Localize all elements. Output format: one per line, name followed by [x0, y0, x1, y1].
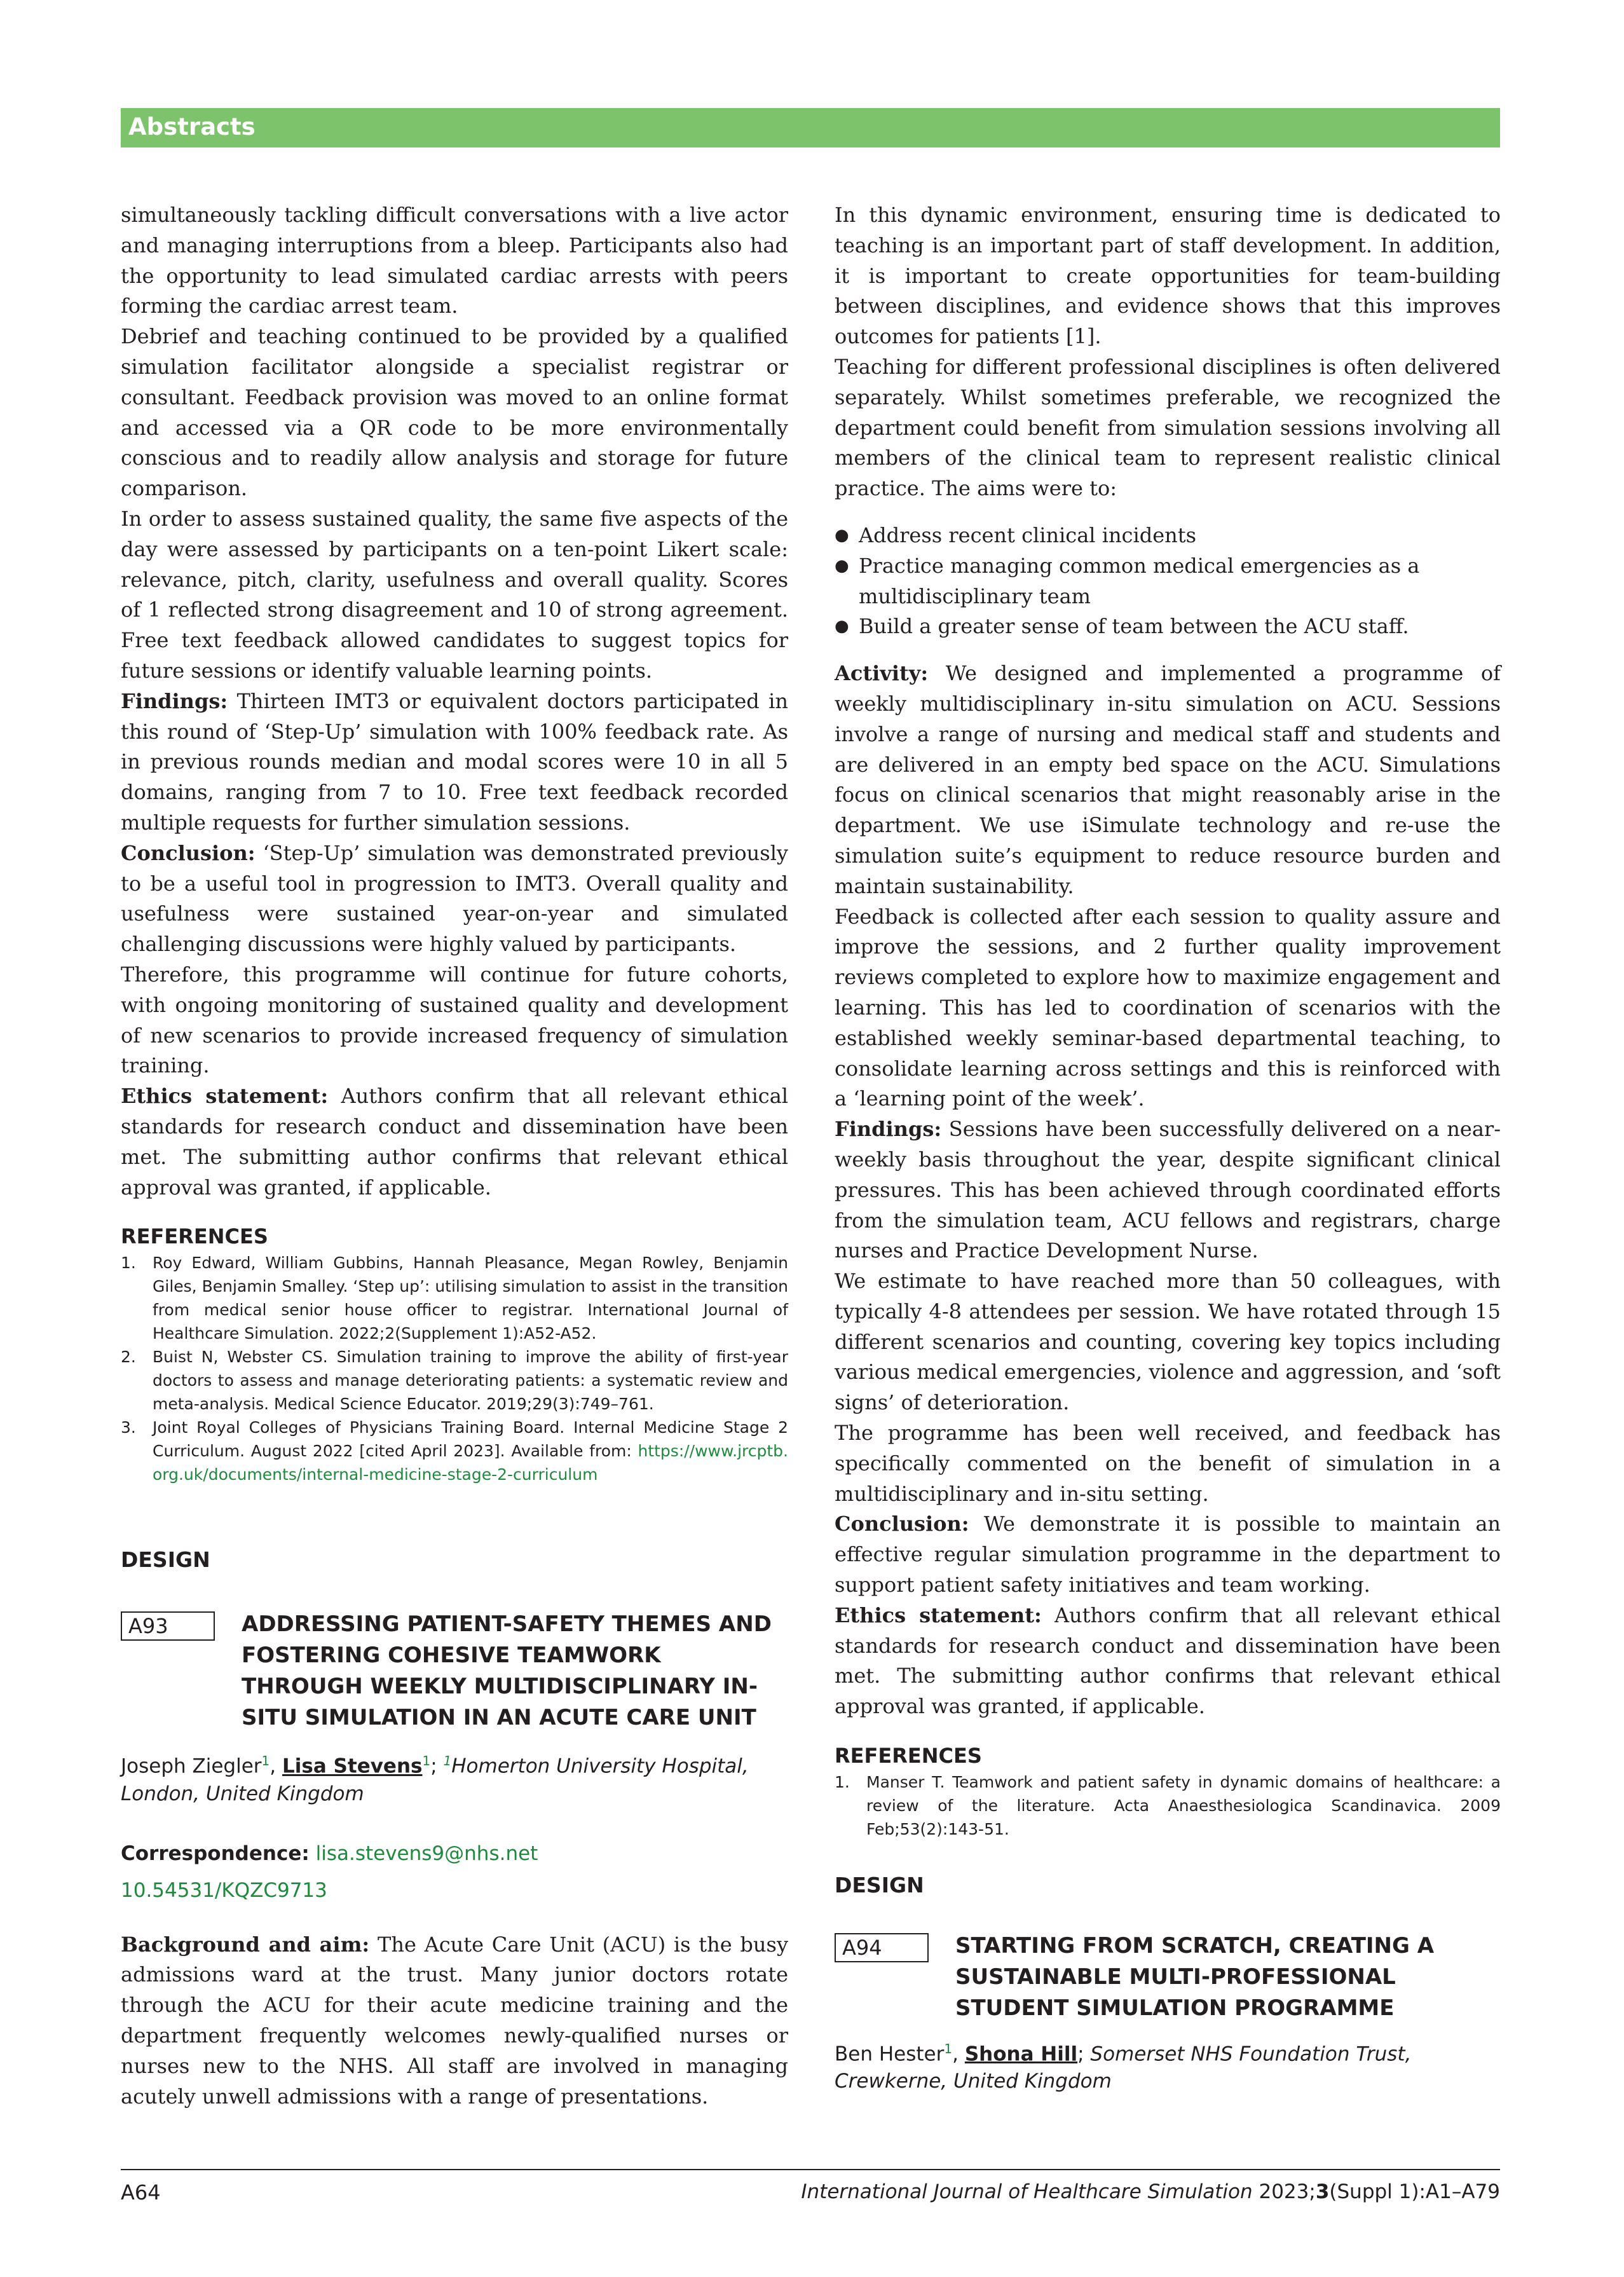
ethics-label: Ethics statement: [835, 1603, 1042, 1627]
correspondence [121, 1842, 788, 1865]
findings-paragraph [121, 687, 788, 838]
background-paragraph [121, 1930, 788, 2112]
journal-name: International Journal of Healthcare Simulation [801, 2180, 1253, 2203]
separator: ; [430, 1754, 444, 1778]
reference-text: Roy Edward, William Gubbins, Hannah Pleasance, Megan Rowley, Benjamin Giles, Benjamin Smalley. ‘Step up’: utilising simulation to assist in the transition from medical senior house officer to registrar. International Journal of Healthcare Simulation. 2022;2(Supplement 1):A52-A52. [153, 1254, 788, 1343]
conclusion-text: We demonstrate it is possible to maintain an effective regular simulation programme in the department to support patient safety initiatives and team working. [835, 1512, 1501, 1597]
paragraph: Debrief and teaching continued to be provided by a qualified simulation facilitator alongside a specialist registrar or consultant. Feedback provision was moved to an online format and accessed via a QR code to be more environmentally conscious and to readily allow analysis and storage for future comparison. [121, 324, 788, 501]
paragraph: The programme has been well received, and feedback has specifically commented on the benefit of simulation in a multidisciplinary and in-situ setting. [835, 1421, 1501, 1506]
reference-text: Buist N, Webster CS. Simulation training to improve the ability of first-year doctors to assess and manage deteriorating patients: a systematic review and meta-analysis. Medical Science Educator. 2019;29(3):749–761. [153, 1348, 788, 1414]
journal-volume: 3 [1315, 2180, 1330, 2203]
separator: ; [1077, 2042, 1091, 2066]
separator: , [952, 2042, 965, 2066]
paragraph: simultaneously tackling difficult conversations with a live actor and managing interruptions from a bleep. Participants also had the opportunity to lead simulated cardiac arrests with peers forming the cardiac arrest team. [121, 203, 788, 318]
affiliation-marker: 1 [944, 2041, 953, 2057]
journal-issue: (Suppl 1):A1–A79 [1329, 2180, 1500, 2203]
ethics-paragraph [835, 1601, 1501, 1722]
presenting-author: Lisa Stevens [282, 1754, 423, 1778]
paragraph: Feedback is collected after each session to quality assure and improve the sessions, and 2 further quality improvement reviews completed to explore how to maximize engagement and learning. This has led to coordination of scenarios with the established weekly seminar-based departmental teaching, to consolidate learning across settings and this is reinforced with a ‘learning point of the week’. [835, 904, 1501, 1111]
abstract-title: ADDRESSING PATIENT-SAFETY THEMES AND FOSTERING COHESIVE TEAMWORK THROUGH WEEKLY MULTIDISCIPLINARY IN-SITU SIMULATION IN AN ACUTE CARE UNIT [242, 1611, 772, 1731]
left-body [121, 200, 788, 1203]
affiliation: Somerset NHS Foundation Trust, Crewkerne, United Kingdom [835, 2042, 1412, 2093]
aims-item: ● Build a greater sense of team between the ACU staff. [835, 612, 1501, 642]
abstract-title: STARTING FROM SCRATCH, CREATING A SUSTAINABLE MULTI-PROFESSIONAL STUDENT SIMULATION PROGRAMME [955, 1933, 1435, 2021]
author-line [835, 2035, 1501, 2095]
left-column [121, 200, 788, 2112]
author-name: Joseph Ziegler [121, 1754, 262, 1778]
conclusion-label: Conclusion: [121, 840, 256, 865]
findings-paragraph [835, 1114, 1501, 1266]
reference-text: Manser T. Teamwork and patient safety in dynamic domains of healthcare: a review of the literature. Acta Anaesthesiologica Scandinavica. 2009 Feb;53(2):143-51. [866, 1773, 1501, 1839]
background-text: The Acute Care Unit (ACU) is the busy admissions ward at the trust. Many junior doctors rotate through the ACU for their acute medicine training and the department frequently welcomes newly-qualified nurses or nurses new to the NHS. All staff are involved in managing acutely unwell admissions with a range of presentations. [121, 1932, 789, 2109]
reference-list [835, 1770, 1501, 1841]
doi [121, 1879, 788, 1902]
design-label: DESIGN [835, 1873, 924, 1898]
aims-item: ● Practice managing common medical emergencies as a multidisciplinary team [835, 551, 1501, 612]
conclusion-label: Conclusion: [835, 1512, 969, 1536]
abstract-header [835, 1931, 1501, 2024]
right-body-2 [835, 659, 1501, 1722]
affiliation-marker: 1 [443, 1753, 452, 1769]
reference-item [835, 1770, 1501, 1841]
abstract-header [121, 1609, 788, 1733]
reference-list [121, 1251, 788, 1486]
reference-number: 1. [835, 1773, 850, 1792]
abstract-id-box: A93 [121, 1611, 215, 1641]
activity-paragraph [835, 659, 1501, 901]
right-body [835, 200, 1501, 504]
references-heading: REFERENCES [121, 1224, 268, 1249]
presenting-author: Shona Hill [964, 2042, 1078, 2066]
reference-number: 1. [121, 1254, 136, 1273]
ethics-text: Authors confirm that all relevant ethical standards for research conduct and dissemination have been met. The submitting author confirms that relevant ethical approval was granted, if applicable. [835, 1603, 1501, 1719]
ethics-label: Ethics statement: [121, 1084, 329, 1109]
paragraph: We estimate to have reached more than 50 colleagues, with typically 4-8 attendees per session. We have rotated through 15 different scenarios and counting, covering key topics including various medical emergencies, violence and aggression, and ‘soft signs’ of deterioration. [835, 1269, 1501, 1415]
aims-list [835, 521, 1501, 642]
section-banner [121, 108, 1500, 147]
page-number: A64 [121, 2180, 161, 2205]
affiliation-marker: 1 [261, 1753, 270, 1769]
affiliation-marker: 1 [422, 1753, 431, 1769]
abstract-id-box: A94 [835, 1933, 929, 1962]
reference-item [121, 1416, 788, 1486]
paragraph: In order to assess sustained quality, the same five aspects of the day were assessed by participants on a ten-point Likert scale: relevance, pitch, clarity, usefulness and overall quality. Scores of 1 reflected strong disagreement and 10 of strong agreement. Free text feedback allowed candidates to suggest topics for future sessions or identify valuable learning points. [121, 506, 788, 683]
conclusion-text: ‘Step-Up’ simulation was demonstrated previously to be a useful tool in progression to IMT3. Overall quality and usefulness were sustained year-on-year and simulated challenging discussions were highly valued by participants. [121, 840, 788, 957]
paragraph: Teaching for different professional disciplines is often delivered separately. Whilst sometimes preferable, we recognized the department could benefit from simulation sessions involving all members of the clinical team to represent realistic clinical practice. The aims were to: [835, 354, 1501, 501]
right-column [835, 200, 1501, 2095]
affiliation: Homerton University Hospital, London, United Kingdom [121, 1754, 749, 1805]
findings-text: Thirteen IMT3 or equivalent doctors participated in this round of ‘Step-Up’ simulation with 100% feedback rate. As in previous rounds median and modal scores were 10 in all 5 domains, ranging from 7 to 10. Free text feedback recorded multiple requests for further simulation sessions. [121, 688, 789, 835]
paragraph: Therefore, this programme will continue for future cohorts, with ongoing monitoring of sustained quality and development of new scenarios to provide increased frequency of simulation training. [121, 962, 788, 1078]
ethics-text: Authors confirm that all relevant ethical standards for research conduct and dissemination have been met. The submitting author confirms that relevant ethical approval was granted, if applicable. [121, 1084, 789, 1200]
findings-text: Sessions have been successfully delivered on a near-weekly basis throughout the year, despite significant clinical pressures. This has been achieved through coordinated efforts from the simulation team, ACU fellows and registrars, charge nurses and Practice Development Nurse. [835, 1117, 1501, 1263]
conclusion-paragraph [121, 838, 788, 960]
conclusion-paragraph [835, 1509, 1501, 1600]
journal-year: 2023; [1259, 2180, 1316, 2203]
correspondence-email[interactable]: lisa.stevens9@nhs.net [315, 1842, 538, 1865]
section-title: Abstracts [128, 113, 256, 140]
ethics-paragraph [121, 1081, 788, 1203]
author-line: Joseph Ziegler$^1$, Lisa Stevens$^1$; $^1$Homerton University Hospital, London, United Kingdom [121, 1753, 749, 1805]
footer-divider [121, 2169, 1500, 2170]
design-label: DESIGN [121, 1547, 210, 1573]
references-heading: REFERENCES [835, 1744, 982, 1768]
background-label: Background and aim: [121, 1932, 370, 1957]
reference-number: 3. [121, 1418, 136, 1437]
reference-text: Joint Royal Colleges of Physicians Training Board. Internal Medicine Stage 2 Curriculum. August 2022 [cited April 2023]. Available from: [153, 1418, 788, 1461]
journal-citation [801, 2180, 1500, 2203]
author-name: Ben Hester [835, 2042, 945, 2066]
reference-item [121, 1345, 788, 1416]
findings-label: Findings: [835, 1117, 942, 1142]
activity-text: We designed and implemented a programme of weekly multidisciplinary in-situ simulation on ACU. Sessions involve a range of nursing and medical staff and students and are delivered in an empty bed space on the ACU. Simulations focus on clinical scenarios that might reasonably arise in the department. We use iSimulate technology and re-use the simulation suite’s equipment to reduce resource burden and maintain sustainability. [835, 661, 1501, 898]
findings-label: Findings: [121, 688, 228, 713]
aims-item: ● Address recent clinical incidents [835, 521, 1501, 551]
doi-link[interactable]: 10.54531/KQZC9713 [121, 1878, 327, 1902]
paragraph: In this dynamic environment, ensuring time is dedicated to teaching is an important part of staff development. In addition, it is important to create opportunities for team-building between disciplines, and evidence shows that this improves outcomes for patients [1]. [835, 203, 1501, 349]
correspondence-label: Correspondence: [121, 1842, 310, 1865]
reference-item [121, 1251, 788, 1345]
reference-link[interactable]: https://www.jrcptb.org.uk/documents/internal-medicine-stage-2-curriculum [153, 1442, 788, 1484]
reference-number: 2. [121, 1348, 136, 1367]
activity-label: Activity: [835, 661, 929, 686]
